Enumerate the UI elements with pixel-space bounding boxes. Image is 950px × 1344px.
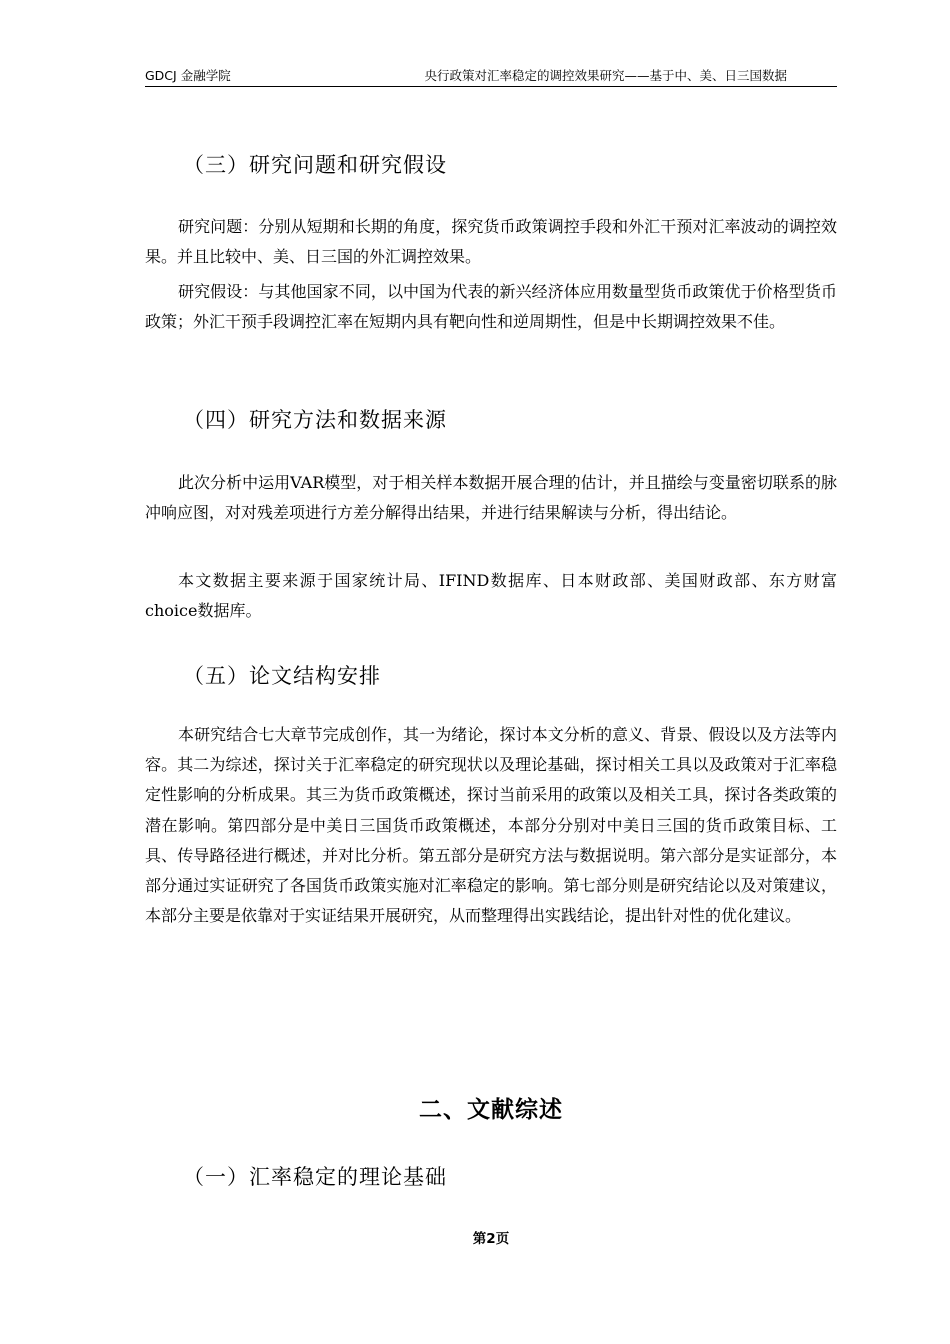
section-5-heading: （五）论文结构安排	[183, 664, 381, 688]
page-number: 第2页	[472, 1231, 510, 1247]
chapter-2-heading: 二、文献综述	[419, 1097, 563, 1123]
section-4-heading: （四）研究方法和数据来源	[183, 408, 447, 432]
section-3-heading: （三）研究问题和研究假设	[183, 153, 447, 177]
section-2-1-heading: （一）汇率稳定的理论基础	[183, 1165, 447, 1189]
section-3-paragraph-1: 研究问题：分别从短期和长期的角度，探究货币政策调控手段和外汇干预对汇率波动的调控效果。并且比较中、美、日三国的外汇调控效果。	[145, 217, 837, 267]
running-header	[145, 66, 837, 87]
header-institution: GDCJ 金融学院	[145, 68, 231, 83]
header-paper-title: 央行政策对汇率稳定的调控效果研究——基于中、美、日三国数据	[424, 68, 787, 83]
section-4-paragraph-1: 此次分析中运用VAR模型，对于相关样本数据开展合理的估计，并且描绘与变量密切联系的脉冲响应图，对对残差项进行方差分解得出结果，并进行结果解读与分析，得出结论。	[145, 473, 837, 523]
section-4-paragraph-2: 本文数据主要来源于国家统计局、IFIND数据库、日本财政部、美国财政部、东方财富choice数据库。	[145, 571, 837, 621]
section-3-paragraph-2: 研究假设：与其他国家不同，以中国为代表的新兴经济体应用数量型货币政策优于价格型货币政策；外汇干预手段调控汇率在短期内具有靶向性和逆周期性，但是中长期调控效果不佳。	[145, 282, 837, 332]
section-5-paragraph-1: 本研究结合七大章节完成创作，其一为绪论，探讨本文分析的意义、背景、假设以及方法等内容。其二为综述，探讨关于汇率稳定的研究现状以及理论基础，探讨相关工具以及政策对于汇率稳定性影响的分析成果。其三为货币政策概述，探讨当前采用的政策以及相关工具，探讨各类政策的潜在影响。第四部分是中美日三国货币政策概述，本部分分别对中美日三国的货币政策目标、工具、传导路径进行概述，并对比分析。第五部分是研究方法与数据说明。第六部分是实证部分，本部分通过实证研究了各国货币政策实施对汇率稳定的影响。第七部分则是研究结论以及对策建议，本部分主要是依靠对于实证结果开展研究，从而整理得出实践结论，提出针对性的优化建议。	[145, 725, 837, 926]
